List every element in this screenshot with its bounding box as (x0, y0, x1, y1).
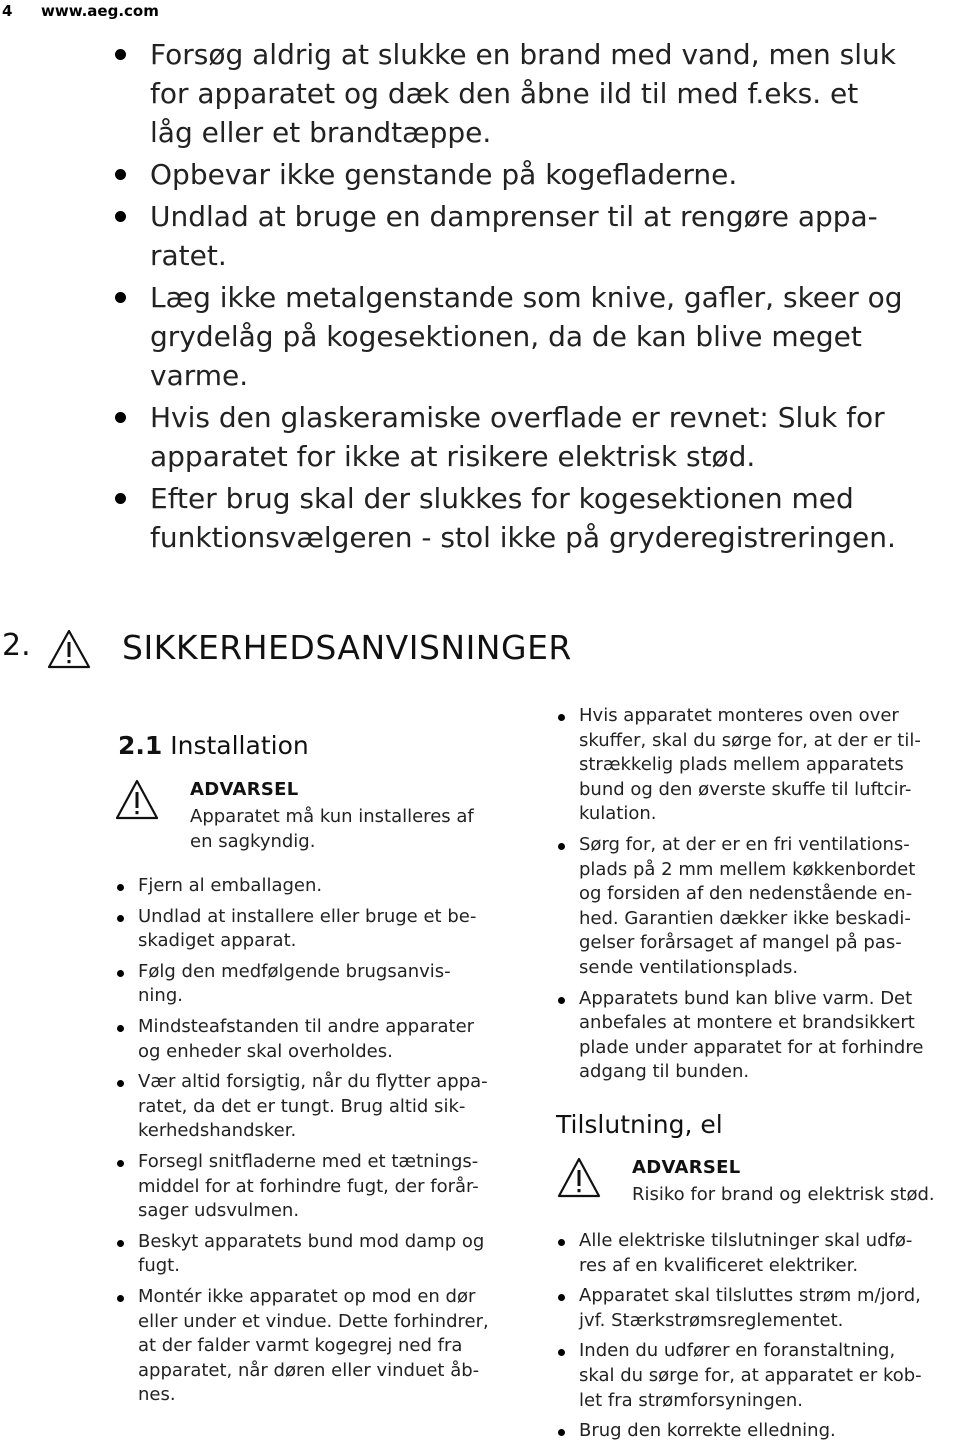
bullet-icon (115, 211, 126, 222)
bullet-icon (558, 1349, 565, 1356)
list-item: Undlad at installere eller bruge et be- skadiget apparat. (138, 905, 533, 954)
list-item: Alle elektriske tilslutninger skal udfø- res af en kvalificeret elektriker. (579, 1229, 957, 1278)
list-item: Opbevar ikke genstande på kogefladerne. (150, 155, 955, 194)
installation-heading (118, 731, 309, 760)
warning-triangle-icon (114, 777, 160, 823)
subsection-title: Installation (170, 731, 309, 760)
list-item: Brug den korrekte elledning. (579, 1419, 957, 1444)
section-title: SIKKERHEDSANVISNINGER (122, 628, 572, 667)
bullet-icon (117, 1295, 124, 1302)
bullet-icon (115, 169, 126, 180)
bullet-icon (558, 1239, 565, 1246)
intro-safety-list (150, 35, 955, 560)
site-url[interactable]: www.aeg.com (41, 2, 159, 20)
list-item: Efter brug skal der slukkes for kogesektionen med funktionsvælgeren - stol ikke på gryderegistreringen. (150, 479, 955, 557)
bullet-icon (117, 1160, 124, 1167)
list-item: Sørg for, at der er en fri ventilations- plads på 2 mm mellem køkkenbordet og forsiden af den nedenstående en- hed. Garantien dækker ikke beskadi- gelser forårsaget af mangel på pas- sende ventilationsplads. (579, 833, 957, 981)
bullet-icon (558, 997, 565, 1004)
bullet-icon (558, 1429, 565, 1436)
section-number: 2. (2, 628, 31, 663)
list-item: Læg ikke metalgenstande som knive, gafler, skeer og grydelåg på kogesektionen, da de kan blive meget varme. (150, 278, 955, 395)
list-item: Apparatet skal tilsluttes strøm m/jord, jvf. Stærkstrømsreglementet. (579, 1284, 957, 1333)
page-number: 4 (2, 2, 13, 20)
subsection-number: 2.1 (118, 731, 163, 760)
bullet-icon (115, 412, 126, 423)
bullet-icon (117, 884, 124, 891)
installation-warning (114, 777, 514, 857)
bullet-icon (117, 1080, 124, 1087)
list-item: Undlad at bruge en damprenser til at rengøre appa- ratet. (150, 197, 955, 275)
list-item: Mindsteafstanden til andre apparater og enheder skal overholdes. (138, 1015, 533, 1064)
list-item: Fjern al emballagen. (138, 874, 533, 899)
warning-label: ADVARSEL (190, 779, 299, 800)
bullet-icon (117, 1025, 124, 1032)
list-item: Beskyt apparatets bund mod damp og fugt. (138, 1230, 533, 1279)
bullet-icon (558, 714, 565, 721)
list-item: Forsegl snitfladerne med et tætnings- middel for at forhindre fugt, der forår- sager udsvulmen. (138, 1150, 533, 1224)
tilslutning-warning (556, 1155, 956, 1211)
tilslutning-list (579, 1229, 957, 1450)
bullet-icon (115, 292, 126, 303)
installation-list (138, 874, 533, 1414)
bullet-icon (117, 915, 124, 922)
warning-text: Apparatet må kun installeres af en sagkyndig. (190, 806, 474, 852)
warning-triangle-icon (556, 1155, 602, 1201)
list-item: Apparatets bund kan blive varm. Det anbefales at montere et brandsikkert plade under apparatet for at forhindre adgang til bunden. (579, 987, 957, 1085)
bullet-icon (558, 843, 565, 850)
bullet-icon (117, 1240, 124, 1247)
section-heading (2, 624, 942, 674)
bullet-icon (115, 493, 126, 504)
list-item: Montér ikke apparatet op mod en dør eller under et vindue. Dette forhindrer, at der falder varmt kogegrej ned fra apparatet, når døren eller vinduet åb- nes. (138, 1285, 533, 1408)
page-header (0, 0, 960, 26)
warning-text: Risiko for brand og elektrisk stød. (632, 1184, 935, 1205)
list-item: Hvis den glaskeramiske overflade er revnet: Sluk for apparatet for ikke at risikere elektrisk stød. (150, 398, 955, 476)
bullet-icon (117, 970, 124, 977)
list-item: Hvis apparatet monteres oven over skuffer, skal du sørge for, at der er til- strækkelig plads mellem apparatets bund og den øverste skuffe til luftcir- kulation. (579, 704, 957, 827)
bullet-icon (558, 1294, 565, 1301)
warning-triangle-icon (46, 628, 92, 670)
tilslutning-heading: Tilslutning, el (556, 1110, 723, 1139)
list-item: Inden du udfører en foranstaltning, skal du sørge for, at apparatet er kob- let fra strømforsyningen. (579, 1339, 957, 1413)
bullet-icon (115, 49, 126, 60)
list-item: Vær altid forsigtig, når du flytter appa- ratet, da det er tungt. Brug altid sik- kerhedshandsker. (138, 1070, 533, 1144)
right-column-list (579, 704, 957, 1091)
warning-label: ADVARSEL (632, 1157, 741, 1178)
list-item: Forsøg aldrig at slukke en brand med vand, men sluk for apparatet og dæk den åbne ild til med f.eks. et låg eller et brandtæppe. (150, 35, 955, 152)
list-item: Følg den medfølgende brugsanvis- ning. (138, 960, 533, 1009)
